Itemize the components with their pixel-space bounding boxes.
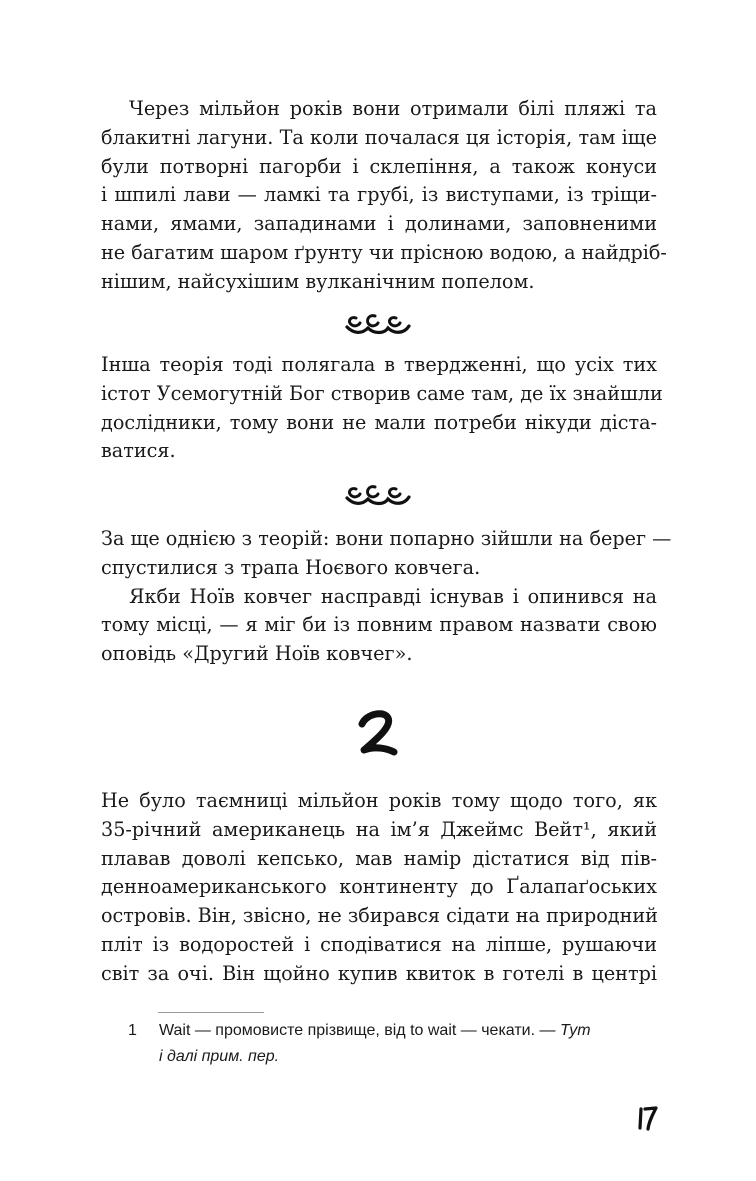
text-line: нішим, найсухішим вулканічним попелом.: [101, 269, 535, 293]
text-line: Через мільйон років вони отримали білі пляжі та: [129, 97, 657, 120]
paragraph-3: [101, 525, 672, 669]
text-line: світ за очі. Він щойно купив квиток в готелі в центрі: [101, 961, 657, 985]
text-line: Не було таємниці мільйон років тому щодо того, як: [101, 789, 657, 812]
text-line: Інша теорія тоді полягала в твердженні, що усіх тих: [101, 353, 657, 376]
footnote-number: 1: [128, 1022, 137, 1039]
paragraph-1: [101, 95, 667, 297]
footnote-divider: [158, 1012, 264, 1013]
text-line: дослідники, тому вони не мали потреби нікуди діста-: [101, 410, 657, 434]
text-line: За ще однією з теорій: вони попарно зійшли на берег —: [101, 527, 672, 550]
chapter-number: [348, 706, 408, 764]
text-line: і шпилі лави — ламкі та грубі, із виступами, із тріщи-: [101, 183, 657, 207]
text-line: Якби Ноїв ковчег насправді існував і опинився на: [129, 584, 657, 608]
text-line: 35-річний американець на ім’я Джеймс Вейт¹, який: [101, 817, 657, 841]
text-line: оповідь «Другий Ноїв ковчег».: [101, 642, 413, 666]
wave-ornament-icon: [344, 481, 412, 509]
text-line: блакитні лагуни. Та коли почалася ця історія, там іще: [101, 125, 657, 149]
text-line: тому місці, — я міг би із повним правом назвати свою: [101, 613, 657, 637]
text-line: не багатим шаром ґрунту чи прісною водою, а найдріб-: [101, 240, 667, 264]
text-line: ватися.: [101, 439, 176, 463]
text-line: островів. Він, звісно, не збирався сідати на природний: [101, 904, 658, 928]
text-line: денноамериканського континенту до Ґалапаґоських: [101, 875, 657, 899]
text-line: плавав доволі кепсько, мав намір дістатися від пів-: [101, 846, 657, 870]
page-number: [636, 1104, 660, 1132]
text-line: нами, ямами, западинами і долинами, заповненими: [101, 212, 657, 236]
text-line: спустилися з трапа Ноєвого ковчега.: [101, 555, 481, 579]
paragraph-4: [101, 583, 657, 669]
wave-ornament-icon: [344, 310, 412, 338]
footnote-text: Wait — промовисте прізвище, від to wait — чекати. — Тут і далі прим. пер.: [159, 1022, 591, 1065]
paragraph-5: [101, 787, 657, 989]
text-line: були потворні пагорби і склепіння, а також конуси: [101, 154, 657, 178]
paragraph-2: [101, 351, 663, 466]
text-line: істот Усемогутній Бог створив саме там, де їх знайшли: [101, 381, 663, 405]
text-line: пліт із водоростей і сподіватися на ліпше, рушаючи: [101, 932, 657, 956]
